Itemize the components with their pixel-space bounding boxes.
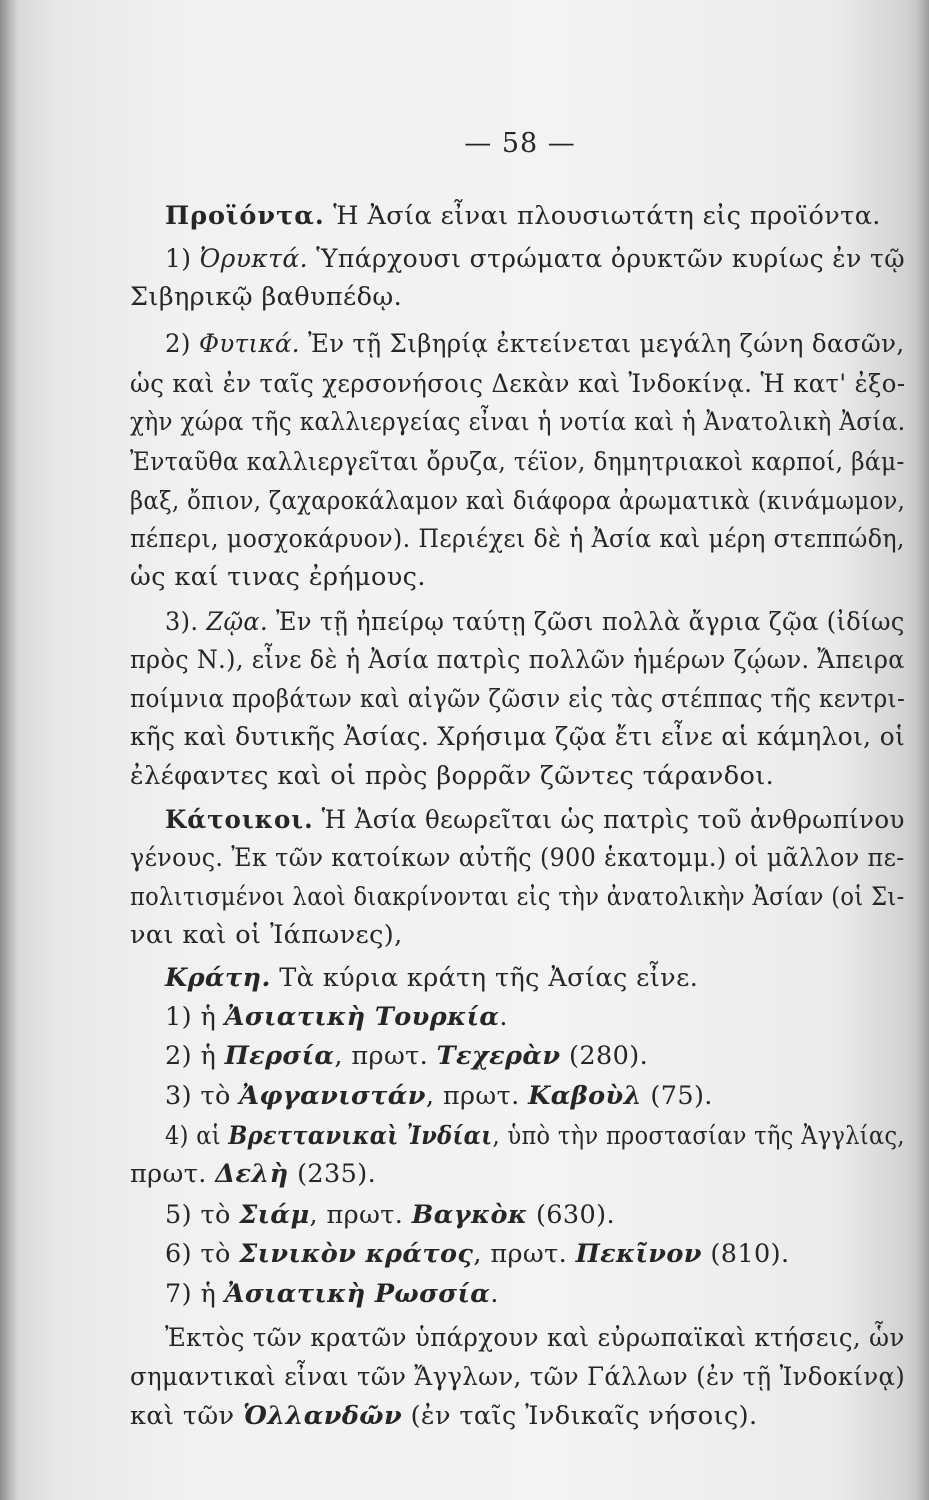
text-line: ἐλέφαντες καὶ οἱ πρὸς βορρᾶν ζῶντες τάρανδοι. <box>130 761 775 791</box>
text-line: βαξ, ὄπιον, ζαχαροκάλαμον καὶ διάφορα ἀρωματικὰ (κινάμωμον, <box>130 486 906 516</box>
text-line: Σιβηρικῷ βαθυπέδῳ. <box>130 282 403 312</box>
text-line: Προϊόντα. Ἡ Ἀσία εἶναι πλουσιωτάτη εἰς προϊόντα. <box>165 201 881 231</box>
scan-edge-mark <box>919 1478 921 1492</box>
text-line: καὶ τῶν Ὁλλανδῶν (ἐν ταῖς Ἰνδικαῖς νήσοις). <box>130 1401 758 1431</box>
text-line: πρὸς Ν.), εἶνε δὲ ἡ Ἀσία πατρὶς πολλῶν ἡμέρων ζῴων. Ἄπειρα <box>130 645 905 675</box>
list-item: 7) ἡ Ἀσιατικὴ Ρωσσία. <box>165 1279 499 1309</box>
text-line: ναι καὶ οἱ Ἰάπωνες), <box>130 920 403 950</box>
text-line: Ἐκτὸς τῶν κρατῶν ὑπάρχουν καὶ εὐρωπαϊκαὶ κτήσεις, ὧν <box>165 1323 905 1353</box>
subheading-minerals: Ὀρυκτά. <box>199 244 308 274</box>
list-item: 3) τὸ Ἀφγανιστάν, πρωτ. Καβοὺλ (75). <box>165 1081 713 1111</box>
section-heading-states: Κράτη. <box>165 963 271 993</box>
list-item: 6) τὸ Σινικὸν κράτος, πρωτ. Πεκῖνον (810). <box>165 1239 790 1269</box>
section-heading-inhabitants: Κάτοικοι. <box>165 805 314 835</box>
subheading-plants: Φυτικά. <box>198 329 300 359</box>
text-line: πέπερι, μοσχοκάρυον). Περιέχει δὲ ἡ Ἀσία καὶ μέρη στεππώδη, <box>130 524 905 554</box>
text-line: ὡς καὶ ἐν ταῖς χερσονήσοις Δεκὰν καὶ Ἰνδοκίνᾳ. Ἡ κατ' ἐξο- <box>130 369 906 399</box>
text-line: χὴν χώρα τῆς καλλιεργείας εἶναι ἡ νοτία καὶ ἡ Ἀνατολικὴ Ἀσία. <box>130 407 906 437</box>
list-item: 5) τὸ Σιάμ, πρωτ. Βαγκὸκ (630). <box>165 1200 616 1230</box>
list-item: πρωτ. Δελὴ (235). <box>130 1159 377 1189</box>
text-line: ὡς καί τινας ἐρήμους. <box>130 562 426 592</box>
text-line: σημαντικαὶ εἶναι τῶν Ἄγγλων, τῶν Γάλλων (ἐν τῇ Ἰνδοκίνᾳ) <box>130 1362 906 1392</box>
text-line: κῆς καὶ δυτικῆς Ἀσίας. Χρήσιμα ζῷα ἔτι εἶνε αἱ κάμηλοι, οἱ <box>130 722 906 752</box>
text-line: 3). Ζῷα. Ἐν τῇ ἠπείρῳ ταύτῃ ζῶσι πολλὰ ἄγρια ζῷα (ἰδίως <box>165 607 905 637</box>
text-line: 1) Ὀρυκτά. Ὑπάρχουσι στρώματα ὀρυκτῶν κυρίως ἐν τῷ <box>165 244 906 274</box>
text-line: Κράτη. Τὰ κύρια κράτη τῆς Ἀσίας εἶνε. <box>165 963 699 993</box>
text-line: Ἐνταῦθα καλλιεργεῖται ὄρυζα, τέϊον, δημητριακοὶ καρποί, βάμ- <box>130 447 905 477</box>
text-line: πολιτισμένοι λαοὶ διακρίνονται εἰς τὴν ἀνατολικὴν Ἀσίαν (οἱ Σι- <box>130 882 905 912</box>
text-line: γένους. Ἐκ τῶν κατοίκων αὐτῆς (900 ἑκατομμ.) οἱ μᾶλλον πε- <box>130 843 905 873</box>
subheading-animals: Ζῷα. <box>206 607 269 637</box>
text-line: Κάτοικοι. Ἡ Ἀσία θεωρεῖται ὡς πατρὶς τοῦ ἀνθρωπίνου <box>165 805 905 835</box>
text-line: ποίμνια προβάτων καὶ αἰγῶν ζῶσιν εἰς τὰς στέππας τῆς κεντρι- <box>130 684 906 714</box>
list-item: 2) ἡ Περσία, πρωτ. Τεχερὰν (280). <box>165 1041 649 1071</box>
section-heading-products: Προϊόντα. <box>165 201 325 231</box>
list-item: 4) αἱ Βρεττανικαὶ Ἰνδίαι, ὑπὸ τὴν προστασίαν τῆς Ἀγγλίας, <box>165 1121 905 1151</box>
list-item: 1) ἡ Ἀσιατικὴ Τουρκία. <box>165 1002 508 1032</box>
text-line: 2) Φυτικά. Ἐν τῇ Σιβηρίᾳ ἐκτείνεται μεγάλη ζώνη δασῶν, <box>165 329 905 359</box>
page-number: — 58 — <box>464 128 576 159</box>
